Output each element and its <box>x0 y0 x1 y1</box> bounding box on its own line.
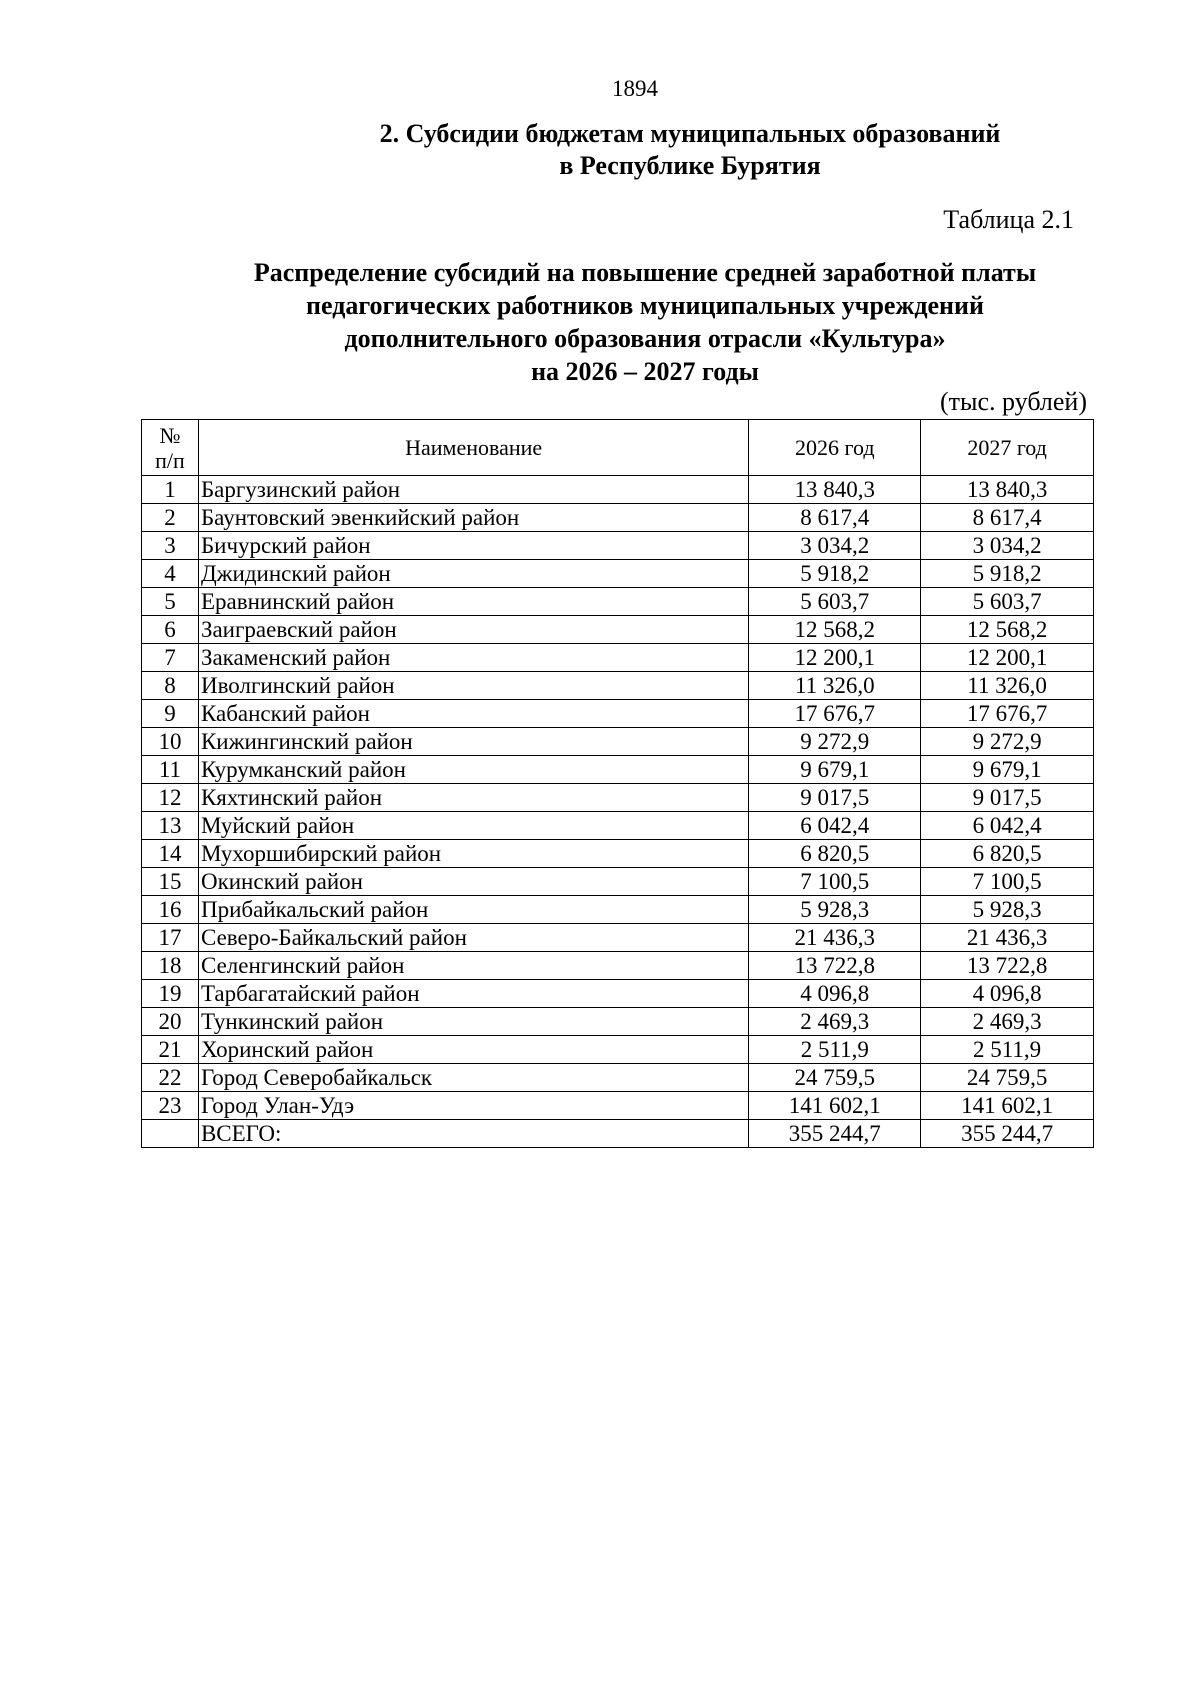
row-number: 13 <box>142 812 199 840</box>
units-label: (тыс. рублей) <box>939 387 1087 416</box>
row-name: Бичурский район <box>198 532 748 560</box>
row-number: 22 <box>142 1064 199 1092</box>
header-num-line: № <box>159 422 181 448</box>
table-title-line: на 2026 – 2027 годы <box>531 357 759 386</box>
table-row <box>142 1036 1094 1064</box>
row-value-2026: 9 272,9 <box>749 728 921 756</box>
row-name: Еравнинский район <box>198 588 748 616</box>
row-name: Хоринский район <box>198 1036 748 1064</box>
table-row <box>142 896 1094 924</box>
table-title-line: дополнительного образования отрасли «Культура» <box>344 324 946 353</box>
table-row <box>142 616 1094 644</box>
row-number: 9 <box>142 700 199 728</box>
row-number: 11 <box>142 756 199 784</box>
row-number: 20 <box>142 1008 199 1036</box>
row-value-2027: 11 326,0 <box>921 672 1094 700</box>
table-row <box>142 952 1094 980</box>
row-name: Тарбагатайский район <box>198 980 748 1008</box>
table-row <box>142 728 1094 756</box>
row-number: 15 <box>142 868 199 896</box>
row-name: ВСЕГО: <box>198 1120 748 1148</box>
table-row <box>142 756 1094 784</box>
table-body <box>142 476 1094 1148</box>
row-value-2027: 13 722,8 <box>921 952 1094 980</box>
row-value-2026: 2 469,3 <box>749 1008 921 1036</box>
row-value-2027: 6 820,5 <box>921 840 1094 868</box>
row-value-2026: 12 200,1 <box>749 644 921 672</box>
row-value-2027: 5 928,3 <box>921 896 1094 924</box>
row-number: 10 <box>142 728 199 756</box>
row-name: Закаменский район <box>198 644 748 672</box>
row-value-2027: 17 676,7 <box>921 700 1094 728</box>
row-number: 17 <box>142 924 199 952</box>
row-name: Мухоршибирский район <box>198 840 748 868</box>
row-value-2027: 6 042,4 <box>921 812 1094 840</box>
row-name: Баргузинский район <box>198 476 748 504</box>
row-value-2026: 6 042,4 <box>749 812 921 840</box>
row-number: 7 <box>142 644 199 672</box>
row-name: Иволгинский район <box>198 672 748 700</box>
page-number: 1894 <box>612 76 658 101</box>
table-row <box>142 868 1094 896</box>
row-value-2027: 5 603,7 <box>921 588 1094 616</box>
row-name: Прибайкальский район <box>198 896 748 924</box>
row-value-2026: 6 820,5 <box>749 840 921 868</box>
table-row <box>142 840 1094 868</box>
header-2027: 2027 год <box>921 420 1094 476</box>
table-row <box>142 672 1094 700</box>
row-value-2027: 355 244,7 <box>921 1120 1094 1148</box>
row-value-2027: 2 511,9 <box>921 1036 1094 1064</box>
row-value-2027: 2 469,3 <box>921 1008 1094 1036</box>
row-value-2027: 12 200,1 <box>921 644 1094 672</box>
row-value-2026: 141 602,1 <box>749 1092 921 1120</box>
row-number: 23 <box>142 1092 199 1120</box>
row-value-2026: 5 928,3 <box>749 896 921 924</box>
row-value-2027: 9 679,1 <box>921 756 1094 784</box>
row-name: Курумканский район <box>198 756 748 784</box>
row-name: Город Улан-Удэ <box>198 1092 748 1120</box>
table-row <box>142 560 1094 588</box>
row-value-2026: 7 100,5 <box>749 868 921 896</box>
table-label: Таблица 2.1 <box>943 205 1074 234</box>
row-number: 6 <box>142 616 199 644</box>
row-number: 18 <box>142 952 199 980</box>
table-row <box>142 1064 1094 1092</box>
table-title <box>195 256 1095 388</box>
row-value-2026: 3 034,2 <box>749 532 921 560</box>
table-row <box>142 588 1094 616</box>
row-name: Окинский район <box>198 868 748 896</box>
table-row <box>142 924 1094 952</box>
row-value-2027: 8 617,4 <box>921 504 1094 532</box>
row-number: 2 <box>142 504 199 532</box>
row-value-2026: 355 244,7 <box>749 1120 921 1148</box>
row-value-2026: 2 511,9 <box>749 1036 921 1064</box>
row-value-2027: 4 096,8 <box>921 980 1094 1008</box>
row-name: Муйский район <box>198 812 748 840</box>
row-value-2027: 7 100,5 <box>921 868 1094 896</box>
table-row <box>142 1092 1094 1120</box>
row-name: Селенгинский район <box>198 952 748 980</box>
section-title-line: 2. Субсидии бюджетам муниципальных образований <box>379 119 1001 148</box>
header-num-line: п/п <box>155 447 185 473</box>
row-name: Город Северобайкальск <box>198 1064 748 1092</box>
row-value-2027: 12 568,2 <box>921 616 1094 644</box>
table-header-row <box>142 420 1094 476</box>
row-value-2026: 17 676,7 <box>749 700 921 728</box>
section-title-line: в Республике Бурятия <box>559 151 821 180</box>
table-title-line: педагогических работников муниципальных учреждений <box>306 291 984 320</box>
row-value-2027: 13 840,3 <box>921 476 1094 504</box>
row-value-2027: 3 034,2 <box>921 532 1094 560</box>
row-value-2026: 8 617,4 <box>749 504 921 532</box>
row-name: Кабанский район <box>198 700 748 728</box>
row-name: Кяхтинский район <box>198 784 748 812</box>
header-name: Наименование <box>198 420 748 476</box>
row-value-2026: 9 017,5 <box>749 784 921 812</box>
row-number <box>142 1120 199 1148</box>
row-name: Тункинский район <box>198 1008 748 1036</box>
row-value-2026: 12 568,2 <box>749 616 921 644</box>
row-value-2027: 9 017,5 <box>921 784 1094 812</box>
row-number: 19 <box>142 980 199 1008</box>
row-value-2026: 21 436,3 <box>749 924 921 952</box>
row-value-2027: 24 759,5 <box>921 1064 1094 1092</box>
table-row <box>142 980 1094 1008</box>
header-2026: 2026 год <box>749 420 921 476</box>
table-row <box>142 504 1094 532</box>
row-number: 5 <box>142 588 199 616</box>
subsidy-table <box>141 419 1094 1148</box>
row-name: Северо-Байкальский район <box>198 924 748 952</box>
row-value-2027: 5 918,2 <box>921 560 1094 588</box>
row-value-2027: 21 436,3 <box>921 924 1094 952</box>
section-title <box>300 118 1080 182</box>
table-row <box>142 532 1094 560</box>
row-value-2027: 9 272,9 <box>921 728 1094 756</box>
table-row <box>142 644 1094 672</box>
row-value-2026: 5 918,2 <box>749 560 921 588</box>
header-num <box>142 420 199 476</box>
row-number: 14 <box>142 840 199 868</box>
row-number: 12 <box>142 784 199 812</box>
table-row <box>142 476 1094 504</box>
row-value-2026: 24 759,5 <box>749 1064 921 1092</box>
row-value-2026: 13 840,3 <box>749 476 921 504</box>
row-value-2026: 11 326,0 <box>749 672 921 700</box>
row-value-2026: 9 679,1 <box>749 756 921 784</box>
row-value-2026: 13 722,8 <box>749 952 921 980</box>
row-value-2026: 5 603,7 <box>749 588 921 616</box>
row-number: 21 <box>142 1036 199 1064</box>
row-name: Баунтовский эвенкийский район <box>198 504 748 532</box>
row-number: 4 <box>142 560 199 588</box>
row-value-2027: 141 602,1 <box>921 1092 1094 1120</box>
table-row <box>142 784 1094 812</box>
row-name: Джидинский район <box>198 560 748 588</box>
table-row <box>142 1008 1094 1036</box>
row-name: Кижингинский район <box>198 728 748 756</box>
row-value-2026: 4 096,8 <box>749 980 921 1008</box>
row-number: 1 <box>142 476 199 504</box>
row-number: 3 <box>142 532 199 560</box>
row-number: 16 <box>142 896 199 924</box>
total-row <box>142 1120 1094 1148</box>
row-number: 8 <box>142 672 199 700</box>
row-name: Заиграевский район <box>198 616 748 644</box>
table-row <box>142 812 1094 840</box>
table-title-line: Распределение субсидий на повышение средней заработной платы <box>253 258 1037 287</box>
table-row <box>142 700 1094 728</box>
